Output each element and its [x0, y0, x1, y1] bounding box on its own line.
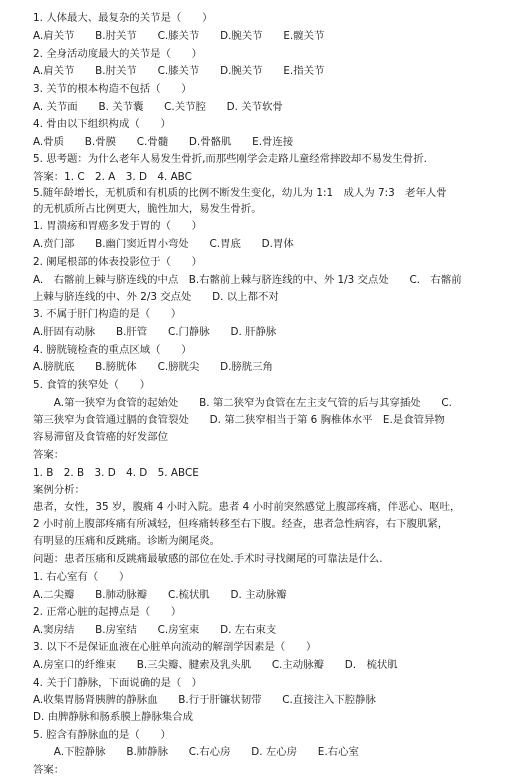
s2-q2-options-2: 上棘与脐连线的中、外 2/3 交点处 D. 以上都不对 [33, 291, 279, 303]
s3-q1-options: A.二尖瓣 B.肺动脉瓣 C.梳状肌 D. 主动脉瓣 [33, 589, 287, 601]
answer-5-line2: 的无机质所占比例更大，脆性加大，易发生骨折。 [33, 203, 262, 215]
s2-q4-line: 4. 膀胱镜检查的重点区域（ ） [33, 344, 192, 356]
s2-q4-options: A.膀胱底 B.膀胱体 C.膀胱尖 D.膀胱三角 [33, 361, 273, 373]
s2-q2-line: 2. 阑尾根部的体表投影位于（ ） [33, 256, 203, 268]
s3-q2-line: 2. 正常心脏的起搏点是（ ） [33, 606, 182, 618]
s2-q5-options-3: 容易滞留及食管癌的好发部位 [33, 431, 169, 443]
q3-options: A. 关节面 B. 关节囊 C.关节腔 D. 关节软骨 [33, 101, 283, 113]
q4-options: A.骨质 B.骨膜 C.骨髓 D.骨骼肌 E.骨连接 [33, 136, 294, 148]
s2-q3-line: 3. 不属于肝门构造的是（ ） [33, 308, 182, 320]
s3-q3-line: 3. 以下不是保证血液在心脏单向流动的解剖学因素是（ ） [33, 641, 317, 653]
case-text-1: 患者，女性，35 岁，腹痛 4 小时入院。患者 4 小时前突然感觉上腹部疼痛，伴恶心、呕吐， [33, 501, 461, 513]
s3-q1-line: 1. 右心室有（ ） [33, 571, 130, 583]
q2-line: 2. 全身活动度最大的关节是（ ） [33, 48, 203, 60]
q3-line: 3. 关节的根本构造不包括（ ） [33, 83, 192, 95]
s2-q2-options-1: A. 右髂前上棘与脐连线的中点 B.右髂前上棘与脐连线的中、外 1/3 交点处 C. 右髂前 [33, 274, 462, 286]
s2-q5-options-2: 第三狭窄为食管通过膈的食管裂处 D. 第二狭窄相当于第 6 胸椎体水平 E.是食管异物 [33, 414, 445, 426]
s3-q4-options-2: D. 由脾静脉和肠系膜上静脉集合成 [33, 711, 194, 723]
s2-q1-options: A.贲门部 B.幽门窦近胃小弯处 C.胃底 D.胃体 [33, 238, 294, 250]
s2-q5-options-1: A.第一狭窄为食管的起始处 B. 第二狭窄为食管在左主支气管的后与其穿插处 C. [33, 397, 452, 409]
case-text-3: 有明显的压痛和反跳痛。诊断为阑尾炎。 [33, 535, 221, 547]
s3-q4-options-1: A.收集胃肠肾胰脾的静脉血 B.行于肝镰状韧带 C.直接注入下腔静脉 [33, 694, 376, 706]
case-text-2: 2 小时前上腹部疼痛有所减轻，但疼痛转移至右下腹。经查，患者急性病容，右下腹肌紧， [33, 518, 449, 530]
s2-answer-label: 答案： [33, 449, 65, 461]
s3-answer-label: 答案： [33, 764, 65, 776]
case-question: 问题：患者压痛和反跳痛最敏感的部位在处.手术时寻找阑尾的可靠法是什么. [33, 553, 383, 565]
answer-5-line1: 5.随年龄增长，无机质和有机质的比例不断发生变化，幼儿为 1:1 成人为 7:3 老年人骨 [33, 187, 447, 199]
s2-q3-options: A.肝固有动脉 B.肝管 C.门静脉 D. 肝静脉 [33, 326, 277, 338]
answers-1: 答案：1. C 2. A 3. D 4. ABC [33, 171, 192, 183]
q5-line: 5. 思考题：为什么老年人易发生骨折,而那些刚学会走路儿童经常摔跤却不易发生骨折. [33, 153, 427, 165]
q1-options: A.肩关节 B.肘关节 C.膝关节 D.腕关节 E.髋关节 [33, 30, 325, 42]
s3-q5-line: 5. 腔含有静脉血的是（ ） [33, 729, 171, 741]
q1-line: 1. 人体最大、最复杂的关节是（ ） [33, 12, 213, 24]
s3-q2-options: A.窦房结 B.房室结 C.房室束 D. 左右束支 [33, 624, 277, 636]
s2-q1-line: 1. 胃溃疡和胃癌多发于胃的（ ） [33, 220, 203, 232]
s3-q3-options: A.房室口的纤维束 B.三尖瓣、腱索及乳头肌 C.主动脉瓣 D. 梳状肌 [33, 659, 398, 671]
s2-answers: 1. B 2. B 3. D 4. D 5. ABCE [33, 467, 199, 479]
q2-options: A.肩关节 B.肘关节 C.膝关节 D.腕关节 E.指关节 [33, 65, 325, 77]
q4-line: 4. 骨由以下组织构成（ ） [33, 118, 171, 130]
s3-q5-options: A.下腔静脉 B.肺静脉 C.右心房 D. 左心房 E.右心室 [33, 746, 359, 758]
case-heading: 案例分析： [33, 484, 85, 496]
s2-q5-line: 5. 食管的狭窄处（ ） [33, 379, 151, 391]
s3-q4-line: 4. 关于门静脉，下面说确的是（ ） [33, 677, 203, 689]
